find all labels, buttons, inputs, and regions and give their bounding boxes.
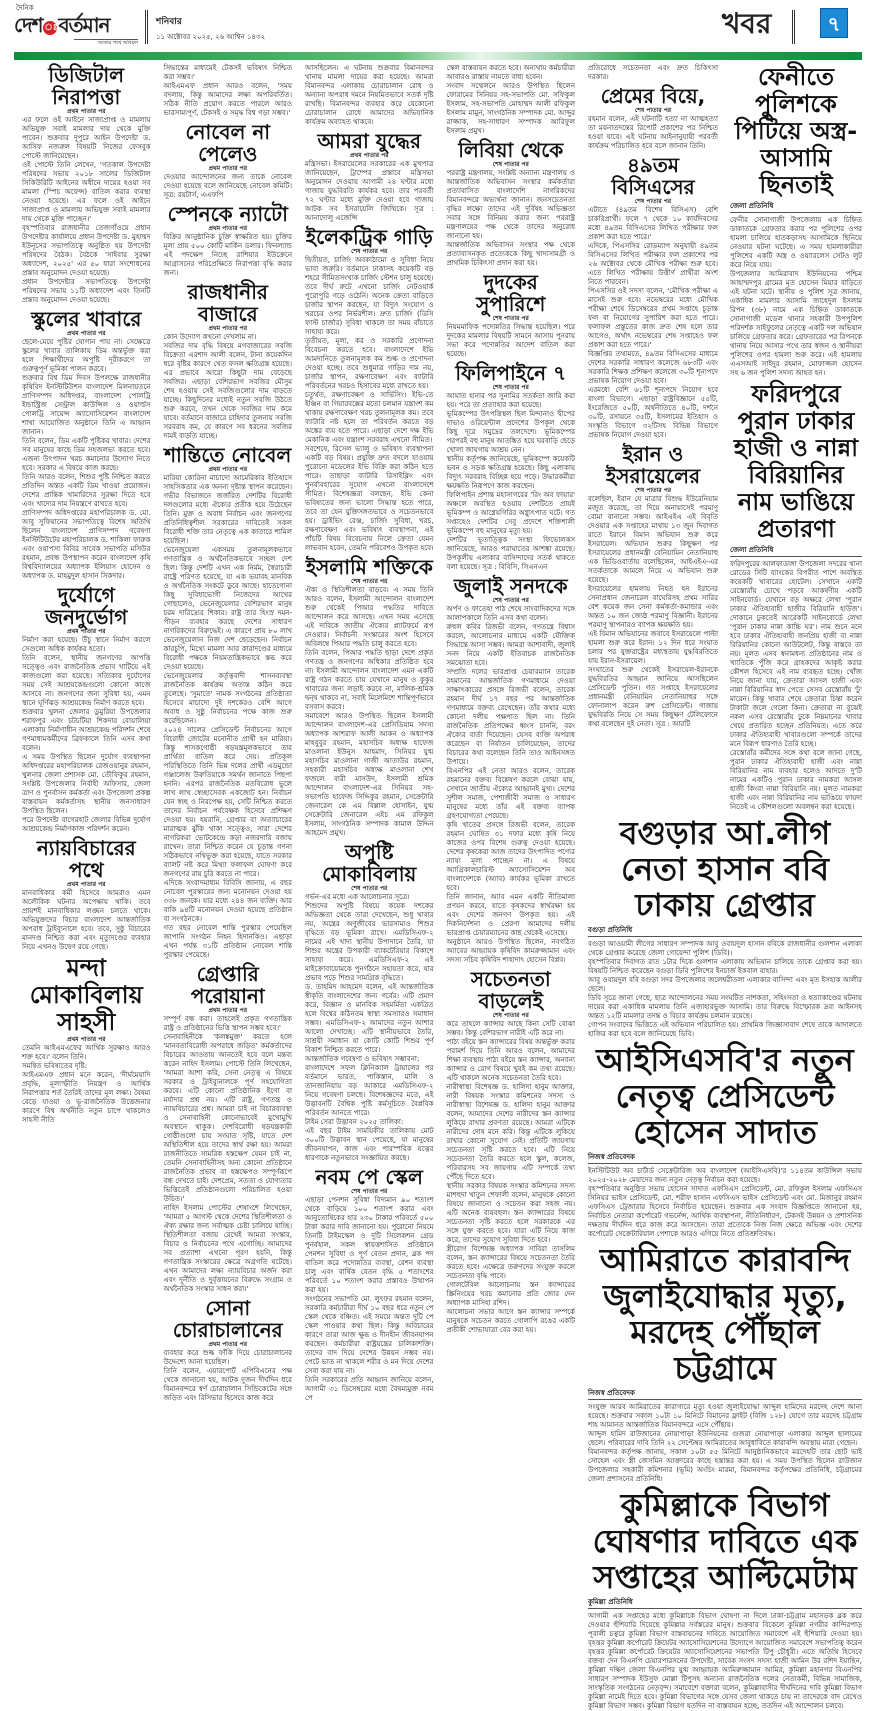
- story-paragraph: এ সময় উপস্থিত ছিলেন দুর্যোগ ব্যবস্থাপনা অধিদপ্তরের মহাপরিচালক রেজওয়ানুর রহমান, খুলনার জেলা প্রশাসক মো. তৌফিকুর রহমান, সংশ্লিষ্ট উপজেলার নির্বাহী অফিসার, জেলা ত্রাণ ও পুনর্বাসন কর্মকর্তা এবং উপজেলা প্রকল্প বাস্তবায়ন কর্মকর্তাসহ স্থানীয় জনসাধারণ উপস্থিত ছিলেন।: [22, 753, 151, 815]
- story-headline[interactable]: শান্তিতে নোবেল: [164, 443, 292, 467]
- story-paragraph: আইএমএফ প্রধান মনে করেন, 'দীর্ঘমেয়াদি প্রবৃদ্ধি, মূল্যস্ফীতি নিয়ন্ত্রণ ও আর্থিক নিরাপত্তার শর্ত তৈরিই তাদের মূল লক্ষ্য। বৈষম্য বেড়ে যাওয়া ও ভূ-রাজনৈতিক উত্তেজনার কারণে বিশ্ব অর্থনীতি নতুন চাপে থাকলেও সাহসী নীতি: [22, 1071, 151, 1124]
- story-headline[interactable]: সচেতনতা বাড়লেই: [470, 967, 551, 1013]
- story-headline[interactable]: বগুড়ার আ.লীগ নেতা হাসান ববি ঢাকায় গ্রেপ্তার: [619, 814, 831, 924]
- story-dudok: [447, 271, 576, 359]
- story-c3cont: [305, 64, 434, 127]
- story-paragraph: বৃহস্পতিবার অনুষ্ঠিত সভায় হোসেন সাদাত এফসিএস প্রেসিডেন্ট, মো. রফিকুল ইসলাম এফসিএস সিনিয়র ভাইস প্রেসিডেন্ট, মো. শরীফ হাসান এফসিএস ভাইস প্রেসিডেন্ট এবং মো. মিজানুর রহমান এফসিএস ট্রেজারার হিসেবে নির্বাচিত হয়েছেন। শুক্রবার এক সংবাদ বিজ্ঞপ্তিতে জানানো হয়, নির্বাচিত নেতারা কর্পোরেট গভর্নেন্স, আর্থিক ব্যবস্থাপনা, নীতিনির্ধারণ, টেকসই উন্নয়ন ও প্রশাসনিক দক্ষতায় দীর্ঘদিন ধরে কাজ করে আসছেন। তারা প্রত্যেকে নিজ নিজ ক্ষেত্রে অভিজ্ঞ এবং দেশের কর্পোরেট সেক্রেটারিয়াল পেশাকে আরও এগিয়ে নিতে প্রতিশ্রুতিবদ্ধ।: [588, 1185, 862, 1238]
- continued-from-label: প্রথম পাতার পর: [208, 225, 248, 232]
- story-headline[interactable]: লিবিয়া থেকে: [458, 138, 564, 162]
- continued-from-label: প্রথম পাতার পর: [208, 466, 248, 473]
- story-body: [164, 173, 293, 200]
- header-rule: [14, 52, 862, 60]
- column-2: [164, 64, 293, 1403]
- story-headline[interactable]: ফিলিপাইনে ৭: [455, 361, 567, 385]
- story-paragraph: অর্পণ ও ফাতেহা পাঠ শেষে সাংবাদিকদের সঙ্গে আলাপকালে তিনি এসব কথা বলেন।: [446, 605, 575, 622]
- story-body: [164, 64, 293, 118]
- story-paragraph: পাঠ্য বইয়ে স্তন ক্যান্সারের বিষয় অন্তর্ভুক্ত করার পরামর্শ দিয়ে তিনি আরও বলেন, আমাদের শিক্ষা ব্যবস্থায় পাঠ্য বইয়ে স্তন ক্যান্সার, অন্যান্য ক্যান্সার ও রোগ বিষয়ে খুবই কম তথ্য রয়েছে। এটি থাকলে অনেক সচেতনতা তৈরি হবে।: [446, 1038, 575, 1082]
- story-headline[interactable]: স্পেনকে ন্যাটো: [167, 202, 288, 226]
- story-body: [447, 392, 576, 572]
- column-6: [730, 64, 862, 812]
- story-peacenobel: [164, 444, 293, 960]
- story-headline[interactable]: স্কুলের খাবারে: [31, 307, 142, 331]
- story-paragraph: তেমনি আইএমএফের আর্থিক সুরক্ষাও আরও শক্ত হবে।' বলেন তিনি।: [22, 1044, 151, 1061]
- story-islam: [305, 556, 434, 838]
- story-byline: বগুড়া প্রতিনিধি: [588, 926, 862, 937]
- story-headline[interactable]: অপুষ্টি মোকাবিলায়: [322, 840, 417, 886]
- story-paragraph: বৃহস্পতিবার রাজধানীর তেজগাঁওয়ে প্রধান উপদেষ্টার কার্যালয়ে প্রধান উপদেষ্টা ড. মুহাম্মদ ইউনূসের সভাপতিত্বে অনুষ্ঠিত হয় উপদেষ্টা পরিষদের বৈঠক। বৈঠকে 'সাইবার সুরক্ষা অধ্যাদেশ, ২০২৫' এর ৫০ ধারা সংশোধনের প্রস্তাব অনুমোদন দেওয়া হয়েছে।: [22, 224, 151, 277]
- story-paragraph: সমন্বিত ভবিষ্যতের দৃষ্টি:: [22, 1062, 88, 1070]
- story-paragraph: ওই পোস্টে তিনি লেখেন, 'গতকাল উপদেষ্টা পরিষদের সভায় ২০১৮ সালের ডিজিটাল সিকিউরিটি আইনের অধীনে দায়ের হওয়া সব মামলা (স্পিচ অফেন্স) বাতিল করার ব্যবস্থা নেওয়া হয়েছে। এর ফলে ওই আইনে সাজাপ্রাপ্ত ও মামলায় অভিযুক্ত সবাই মামলার দায় থেকে মুক্তি পাচ্ছেন।': [22, 161, 151, 223]
- page-number: ৭: [820, 8, 848, 38]
- story-paragraph: রহমান বলেন, এই ঘটনাটি হত্যা না আত্মহত্যা তা ময়নাতদন্তের রিপোর্ট প্রকাশের পর নিশ্চিত হওয়া যাবে। এই ঘটনায় আইনানুযায়ী পরবর্তী কার্যক্রম পরিচালিত হবে বলে জানান তিনি।: [588, 115, 718, 150]
- story-feni: [730, 64, 862, 378]
- story-warrant: [164, 963, 293, 1294]
- story-headline[interactable]: আইসিএসবি'র নতুন নেতৃত্ব প্রেসিডেন্ট হোসেন সাদাত: [596, 1041, 854, 1151]
- continued-from-label: প্রথম পাতার পর: [66, 108, 106, 115]
- story-paragraph: ফিলিপাইন প্রশান্ত মহাসাগরের 'রিং অব ফায়ার' অঞ্চলে অবস্থিত হওয়ায় দেশটিতে প্রায়ই ভূমিকম্প ও আগ্নেয়গিরির অগ্ন্যুৎপাত ঘটে। গত সপ্তাহেও দেশটির সেবু প্রদেশে শক্তিশালী ভূমিকম্পে বহু মানুষের মৃত্যু হয়।: [446, 491, 575, 535]
- story-byline: কুমিল্লা প্রতিনিধি: [588, 1598, 862, 1609]
- story-ev: [305, 226, 434, 553]
- logo-name-left: দেশ: [14, 13, 43, 37]
- story-paragraph: ইনস্টিটিউট অব চার্টার্ড সেক্রেটারিজ অব বাংলাদেশ (আইসিএসবি)'র ১১৪তম কাউন্সিল সভায় ২০২৫-২০২৮ মেয়াদের জন্য নতুন নেতৃত্ব নির্বাচন করা হয়েছে।: [588, 1167, 862, 1184]
- story-paragraph: ব্যবহার করে শুল্ক ফাঁকি দিয়ে চোরাচালানের উদ্দেশ্যে আনা হয়েছিল।: [163, 1349, 292, 1366]
- story-headline[interactable]: গ্রেপ্তারি পরোয়ানা: [190, 962, 265, 1008]
- story-paragraph: আসছিলেন। এ ঘটনায় শুক্রবার বিমানবন্দর থানায় মামলা দায়ের করা হয়েছে। আমরা বিমানবন্দর এলাকায় চোরাচালান রোধ ও অন্যান্য অপরাধ দমনে নিয়মিতভাবে সতর্ক দৃষ্টি রাখছি। বিমানবন্দর ব্যবহার করে যেকোনো চোরাচালান রোধে আমাদের অভিযানিক কার্যক্রম অব্যাহত থাকবে।: [305, 64, 434, 126]
- right-top: [588, 64, 862, 812]
- story-paragraph: ফরিদপুরের আলফাডাঙ্গা উপজেলা সদরের থানা রোডের সিটি ব্যাংকের বিপরীত পাশে অবস্থিত কয়েকটি খাবারের হোটেল। সেখানে একটি রেস্তোরাঁয় চোখে পড়বে আকর্ষণীয় একটি সাইনবোর্ড। যেখানে বড় অক্ষরে লেখা 'পুরান ঢাকার ঐতিহ্যবাহী হাজীর বিরিয়ানি হাউজ'। দোকানে ঢুকতেই আরেকটি সাইনবোর্ডে লেখা 'পুরান ঢাকার নান্না কাচ্চি ঘর'। নাম শুনে মনে হবে ঢাকার ঐতিহ্যবাহী জনপ্রিয় হাজী বা নান্না বিরিয়ানির কোনো আউটলেট, কিন্তু বাস্তবে তা নয়। মূলত এসব স্বনামধন্য প্রতিষ্ঠানের নাম ও খ্যাতিকে পুঁজি করে গ্রাহকদের আকৃষ্ট করার কৌশল হিসেবে এই নাম ব্যবহৃত হচ্ছে। খোঁজ নিয়ে জানা যায়, ক্রেতারা আসল হাজী এবং নান্না বিরিয়ানির স্বাদ পেতে সেসব রেস্তোরাঁয় 'ঢুঁ' মারেন। কিন্তু খাবার শেষে ক্রেতারা চিন্তা করেন টাকাটা জলে গেলো কিনা। ক্রেতারা না বুঝেই নকল এসব রেস্তোরাঁয় ঢুকে নিম্নমানের খাবার খেয়ে প্রতারিত হচ্ছেন প্রতিনিয়ত। এতে করে ঢাকার ঐতিহ্যবাহী খাবারগুলো সম্পর্কে তাদের মনে বিরূপ ধারণাও তৈরি হচ্ছে।: [730, 560, 862, 748]
- story-body: [588, 1612, 862, 1711]
- continued-from-label: শেষ পাতার পর: [492, 161, 529, 168]
- story-headline[interactable]: ফরিদপুরে পুরান ঢাকার হাজী ও নান্না বিরিয়ানির নাম ভাঙিয়ে প্রতারণা: [733, 380, 859, 543]
- story-paragraph: সংবাদ সম্মেলনে আরও উপস্থিত ছিলেন ফোরামের সিনিয়র সহ-সভাপতি মো. সফিকুল ইসলাম, সহ-সভাপতি মোহাম্মদ আলী রফিকুল ইসলাম মামুন, সাংগঠনিক সম্পাদক মো. আব্দুর রাজ্জাক, সহ-সাধারণ সম্পাদক আরিফুল ইসলাম প্রমুখ।: [446, 82, 575, 135]
- continued-from-label: প্রথম পাতার পর: [208, 325, 248, 332]
- story-headline[interactable]: দুর্যোগে জনদুর্ভোগ: [45, 583, 128, 629]
- story-uae: [588, 1242, 862, 1484]
- story-body: [588, 495, 718, 729]
- continued-from-label: শেষ পাতার পর: [351, 885, 388, 892]
- story-headline[interactable]: নবম পে স্কেল: [315, 1165, 423, 1189]
- story-paragraph: চতুর্থত, রক্ষণাবেক্ষণ ও সার্ভিসিং। ইভি-তে ইঞ্জিন বা গিয়ারবক্সের মতো চলমান যন্ত্রাংশ কম থাকায় রক্ষণাবেক্ষণ খরচ তুলনামূলক কম। তবে ব্যাটারি নষ্ট হলে তা পরিবর্তন করতে বড় অঙ্কের ব্যয় হতে পারে। এছাড়া দেশে দক্ষ ইভি মেকানিক এবং যন্ত্রাংশ সরবরাহ এখনো সীমিত।: [305, 391, 434, 444]
- story-paragraph: শিশুদের অপুষ্টি বিষয়ে কয়েক দশকের অভিজ্ঞতা থেকে তারা দেখেছেন, শুধু খাবার নয়, অন্ত্রের অণুজীবের ভারসাম্যও শিশুর বৃদ্ধিতে বড় ভূমিকা রাখে। এমডিসিএফ-২ নামের এই খাদ্য স্থানীয় উপাদানে তৈরি, যা শিশুর অন্ত্রের উপকারী ব্যাকটেরিয়ার বিকাশে সাহায্য করে। এমডিসিএফ-২ এই মাইক্রোবায়োমকে পুনর্গঠনে সহায়তা করে, যার প্রভাব পড়ে শিশুর সামগ্রিক বৃদ্ধিতে।: [305, 902, 434, 982]
- story-paragraph: এদিকে সংবাদমাধ্যম বিবিসি জানায়, এ বছর নোবেল পুরস্কারের জন্য মনোনয়ন দেওয়া হয় ৩৩৮ জনকে। যার মধ্যে ২৪৪ জন ব্যক্তি। আর বাকি ৯৪টি মনোনয়ন দেওয়া হয়েছে প্রতিষ্ঠান বা সংগঠনকে।: [163, 879, 292, 923]
- story-paragraph: এর ফলে ওই আইনে সাজাপ্রাপ্ত ও মামলায় অভিযুক্ত সবাই মামলার দায় থেকে মুক্তি পাবেন। শুক্রবার দুপুরে আইন উপদেষ্টা ড. আসিফ নজরুল বিষয়টি নিজের ফেসবুক পোস্টে জানিয়েছেন।: [22, 116, 151, 160]
- story-paragraph: গত বছর নোবেল শান্তি পুরস্কার পেয়েছিল জাপানি সংগঠন নিহন হিদানকিও। এছাড়া এখন পর্যন্ত ৩১টি প্রতিষ্ঠান নোবেল শান্তি পুরস্কার পেয়েছে।: [163, 924, 292, 959]
- story-bcs: [588, 154, 718, 440]
- story-paragraph: তিনি সরকারের প্রতি আহ্বান জানিয়ে বলেন, আগামী ৩১ ডিসেম্বরের মধ্যে বৈষম্যমুক্ত নবম পে: [305, 1376, 434, 1402]
- story-headline[interactable]: মন্দা মোকাবিলায় সাহসী: [29, 954, 143, 1036]
- story-body: [164, 333, 293, 441]
- story-paragraph: গোপন সংবাদের ভিত্তিতে এই অভিযান পরিচালিত হয়। প্রাথমিক জিজ্ঞাসাবাদ শেষে তাকে আদালতে হাজির করা হবে বলে জানিয়েছে ডিবি।: [588, 1021, 862, 1038]
- story-byline: জেলা প্রতিনিধি: [730, 202, 862, 213]
- divider: [792, 10, 795, 44]
- column-1: [22, 64, 151, 1125]
- story-paragraph: সম্পূর্ণ বন্ধ করা। তাহলেই প্রকৃত গণতান্ত্রিক রাষ্ট্র ও প্রতিষ্ঠানের ভিত্তি স্থাপন সম্ভব হবে।': [163, 1015, 292, 1032]
- story-headline[interactable]: ইরান ও ইসরায়েলের: [605, 442, 701, 488]
- logo-mark-icon: ঃ: [44, 23, 57, 33]
- story-paragraph: আইএমএফ প্রধান আরও বলেন, 'সময় বদলায়, কিন্তু আমাদের লক্ষ্য অপরিবর্তিত। সঠিক নীতি প্রয়োগ করতে পারলে আরও ভারসাম্যপূর্ণ, টেকসই ও সমৃদ্ধ বিশ্ব গড়া সম্ভব।': [163, 82, 292, 117]
- continued-from-label: প্রথম পাতার পর: [66, 330, 106, 337]
- story-paragraph: দেওয়ার আন্দোলনের জন্য তাকে নোবেল দেওয়া হয়েছে বলে জানিয়েছে নোবেল কমিটি। সূত্র: রয়টার্স, এএফপি: [163, 173, 292, 199]
- story-paragraph: অনুষ্ঠানে আরও উপস্থিত ছিলেন, নবগঠিত অ্যাবের আহ্বায়ক কৃষিবিদ কামরুজ্জামান এবং সদস্য সচিব কৃষিবিদ শাহাদাৎ হোসেন বিপ্লব।: [446, 938, 575, 964]
- story-paragraph: প্রতিরোধে সচেতনতা এবং দ্রুত চিকিৎসা দরকার।: [588, 64, 718, 81]
- continued-from-label: প্রথম পাতার পর: [208, 1341, 248, 1348]
- story-body: [588, 940, 862, 1039]
- story-paragraph: বিমানবন্দর কর্তৃপক্ষ জানায়, সকাল ১০টা ৫৫ মিনিটে আনুষ্ঠানিকভাবে মরদেহটি তার ছোট ভাই সোহেল এবং স্ত্রী জেসমিন আক্তারের কাছে হস্তান্তর করা হয়। এ সময় উপস্থিত ছিলেন রাউজান উপজেলার সহকারী কমিশনার (ভূমি) অংচিং মারমা, বিমানবন্দর কর্তৃপক্ষের প্রতিনিধি, চট্টগ্রামের জেলা প্রশাসনের প্রতিনিধি।: [588, 1448, 862, 1483]
- story-body: [588, 64, 718, 82]
- right-section: [588, 64, 862, 1711]
- continued-from-label: প্রথম পাতার পর: [66, 1036, 106, 1043]
- story-payscale: [305, 1166, 434, 1403]
- story-recession: [22, 955, 151, 1125]
- story-body: [305, 64, 434, 127]
- story-paragraph: ২০২৪ সালের প্রেসিডেন্ট নির্বাচনের আগে বিরোধী জোটের মনোনীত প্রার্থী হন মারিয়া। কিন্তু শাসকগোষ্ঠী ষড়যন্ত্রমূলকভাবে তার প্রার্থিতা বাতিল করে দেয়। প্রতিকূল পরিস্থিতিতে তিনি ভিন্ন দলের প্রার্থী এডমুন্ডো গঞ্জালেজ উরুতিয়াকে সমর্থন জানাতে পিছপা হননি। এরপর রাজনৈতিক মতবিরোধ ভুলে লাখ লাখ স্বেচ্ছাসেবক একজোট হন। নির্বাচন যেন স্বচ্ছ ও নিরপেক্ষ হয়, সেটি নিশ্চিত করতে তাদের নির্বাচন পর্যবেক্ষক হিসেবে প্রশিক্ষণ দেওয়া হয়। হয়রানি, গ্রেপ্তার বা অত্যাচারের মারাত্মক ঝুঁকি থাকা সত্ত্বেও, সারা দেশের নাগরিকরা ভোটকেন্দ্রে কড়া নজরদারি বজায় রাখেন। তারা নিশ্চিত করেন যে চূড়ান্ত গণনা সঠিকভাবে নথিভুক্ত করা হয়েছে, যাতে সরকার ব্যালট নষ্ট করে মিথ্যা ফলাফল ঘোষণা করে জনগণের রায় চুরি করতে না পারে।: [163, 726, 292, 878]
- story-paragraph: এই বিমান অভিযানের জবাবে ইসরায়েলে পাল্টা হামলা শুরু করে ইরান। ১২ দিন ধরে সংঘাত চলার পর যুক্তরাষ্ট্রের মধ্যস্থতায় যুদ্ধবিরতিতে যায় ইরান-ইসরায়েল।: [588, 630, 718, 665]
- issue-date: ১১ অক্টোবর ২০২৫, ২৬ আশ্বিন ১৪৩২: [156, 33, 266, 41]
- story-body: [305, 256, 434, 553]
- continued-from-label: প্রথম পাতার পর: [66, 881, 106, 888]
- story-headline[interactable]: নোবেল না পেলেও: [185, 120, 271, 166]
- story-body: [730, 560, 862, 812]
- story-headline[interactable]: দুদকের সুপারিশে: [476, 270, 546, 316]
- story-paragraph: ছেলে-মেয়ে পুষ্টির যোগান পায় না। সেক্ষেত্রে স্কুলের খাবার তালিকায় ডিম অন্তর্ভুক্ত করা হলে শিক্ষার্থীদের অপুষ্টি দূরীকরণে তা গুরুত্বপূর্ণ ভূমিকা পালন করবে।: [22, 338, 151, 373]
- story-paragraph: এরমধ্যে বেশি ৬১টি শূন্যপদে নিয়োগ হবে বাংলা বিভাগে। এছাড়া রাষ্ট্রবিজ্ঞানে ৫৫টি, ইংরেজিতে ৫০টি, অর্থনীতিতে ৪০টি, দর্শনে ৩০টি, রসায়নে ৩৫টি, ইসলামের ইতিহাস ও সংস্কৃতি বিভাগে ৩২টিসহ বিভিন্ন বিভাগে প্রভাষক নিয়োগ দেওয়া হবে।: [588, 386, 718, 439]
- story-spain: [164, 203, 293, 278]
- continued-from-label: শেষ পাতার পর: [492, 597, 529, 604]
- story-body: [305, 893, 434, 1163]
- story-gold: [164, 1297, 293, 1403]
- column-3: [305, 64, 434, 1403]
- story-paragraph: ড. তাহমিদ আহমেদ বলেন, এই আন্তর্জাতিক স্বীকৃতি বাংলাদেশের জন্য গর্বের। এটি প্রমাণ করে, বিজ্ঞান ও মানবিক সহমর্মিতা একত্রিত হলে বিশ্বের কঠিনতম স্বাস্থ্য সমস্যারও সমাধান সম্ভব। এমডিসিএফ-২ আমাদের নতুন আশার আলো দেখাচ্ছে। এটি স্থানীয়ভাবে তৈরি, সাশ্রয়ী সমাধান যা কোটি কোটি শিশুর পূর্ণ বিকাশ নিশ্চিত করতে পারে।: [305, 983, 434, 1054]
- story-paragraph: বাংলাদেশে সফল ক্লিনিক্যাল ট্রায়ালের পর বর্তমানে ভারত, পাকিস্তান, মালি ও তানজানিয়ায় বড় আকারে এমডিসিএফ-২ নিয়ে গবেষণা চলছে। বিশেষজ্ঞদের মতে, এই উদ্ভাবনটি বৈশ্বিক পুষ্টি কর্মসূচিতে বৈপ্লবিক পরিবর্তন আনতে পারে।: [305, 1064, 434, 1117]
- story-paragraph: বিএনপির এই নেতা আরও বলেন, তারেক রহমানের বক্তব্য বিশ্লেষণ করলে বোঝা যায়, সেখানে জাতীয় ঐক্যের আহ্বানই মুখ্য। দেশের সুশীল সমাজ, পেশাজীবী সমাজ ও সাধারণ মানুষের মধ্যে তাঁর এই বক্তব্য ব্যাপক গ্রহণযোগ্যতা পেয়েছে।: [446, 767, 575, 820]
- story-headline[interactable]: প্রেমের বিয়ে,: [600, 84, 706, 108]
- wide-stories: [588, 815, 862, 1711]
- story-paragraph: সবজির দাম বৃদ্ধি বিষয়ে মগবাজারের সবজি বিক্রেতা এরশাদ আলী বলেন, টানা কয়েকদিন ধরে বৃষ্টির কারণে খেত ফসল ক্ষতিগ্রস্ত হয়েছে। এর প্রভাবে আরো কিছুটা দাম বেড়েছে সবজির। এছাড়া বেশিরভাগ সবজির মৌসুম শেষ হওয়ায় সেই সবজিগুলোর দাম বাড়তে যাচ্ছে। কিছুদিনের মধ্যেই নতুন সবজি উঠতে শুরু করবে, তখন থেকে সবজির দাম কমে যাবে। বর্তমানে বাজারে চাহিদার তুলনায় সবজি সরবরাহ কম, যে কারণে সব ধরনের সবজির দামই বাড়তি যাচ্ছে।: [163, 342, 292, 440]
- story-paragraph: সিদ্ধান্তের মাধ্যমেই টেকসই ভবিষ্যৎ নিশ্চিত করা সম্ভব।': [163, 64, 292, 81]
- story-body: [447, 1020, 576, 1335]
- continued-from-label: প্রথম পাতার পর: [349, 152, 389, 159]
- story-paragraph: দ্বিতীয়ত, চার্জিং অবকাঠামো ও সুবিধা নিয়ে ভাবা জরুরি। বর্তমানে ঢাকাসহ কয়েকটি বড় শহরে সীমিতসংখ্যক চার্জিং স্টেশন চালু হয়েছে। তবে দীর্ঘ রুটে এখনো চার্জিং নেটওয়ার্ক পুরোপুরি গড়ে ওঠেনি। অনেক ক্রেতা বাড়িতে চার্জার স্থাপন করছেন, যা বিদ্যুৎ সংযোগ ও খরচের ওপর নির্ভরশীল। দ্রুত চার্জিং (ডিসি ফাস্ট চার্জার) সুবিধা থাকলে তা সময় বাঁচাতে সাহায্য করে।: [305, 256, 434, 336]
- story-paragraph: রুহুল কবির রিজভী বলেন, গণতন্ত্রে বিশ্বাস করলে, আলোচনার মাধ্যমে একটি যৌক্তিক সিদ্ধান্তে আসা সম্ভব। আমরা আশাবাদী, জুলাই সনদ নিয়ে একটি ইতিবাচক রাজনৈতিক সমঝোতা হবে।: [446, 623, 575, 667]
- story-byline: জেলা প্রতিনিধি: [730, 546, 862, 557]
- story-paragraph: তিনি বলেন, এয়ারপোর্ট এপিবিএনের পক্ষ থেকে জানানো হয়, আটক দুজন দীর্ঘদিন ধরে বিমানবন্দরে স্বর্ণ চোরাচালান সিন্ডিকেটের সঙ্গে জড়িত এবং রিসিভার হিসেবে কাজ করে: [163, 1367, 292, 1402]
- story-headline[interactable]: ন্যায়বিচারের পথে: [36, 836, 136, 882]
- continued-from-label: শেষ পাতার পর: [492, 315, 529, 322]
- story-body: [305, 586, 434, 838]
- logo-name-right: বর্তমান: [58, 13, 110, 37]
- story-headline[interactable]: ৪৯তম বিসিএসের: [611, 153, 695, 199]
- story-paragraph: সংযুক্ত আরব আমিরাতের কারাগারে মৃত্যু হওয়া জুলাইযোদ্ধা আব্দুল হামিদের মরদেহ দেশে আনা হয়েছে। শুক্রবার সকাল ১০টা ১০ মিনিটে বিমানের ফ্লাইট (বিজি ১২৮) যোগে তার মরদেহ চট্টগ্রাম শাহ আমানত আন্তর্জাতিক বিমানবন্দরে এসে পৌঁছায়।: [588, 1403, 862, 1429]
- logo-tagline: সত্যের পথে অবিচল: [74, 39, 138, 47]
- story-paragraph: নারীস্বাস্থ্য বিশেষজ্ঞ ড. হালিদা হানুম আক্তার, নারী বিষয়ক সংস্কার কমিশনের সদস্য ও নারীস্বাস্থ্য বিশেষজ্ঞ ড. হালিদা হানুম আক্তার বলেন, আমাদের দেশের নারীদের স্তন ক্যান্সার লুকিয়ে রাখার প্রবণতা রয়েছে। আমরা এটিকে নারীদের দোষ মনে করি। কিন্তু এটিকে লুকিয়ে রাখার কোনো সুযোগ নেই। প্রতিটি জায়গায় সচেতনতা সৃষ্টি করতে হবে। এটি নিয়ে সচেতনতা তৈরি করতে হলে স্কুল, কলেজ, পরিবারসহ সব জায়গায় এটি সম্পর্কে তথ্য পৌঁছে দিতে হবে।: [446, 1083, 575, 1181]
- story-paragraph: বিজ্ঞপ্তির তথ্যমতে, ৪৯তম বিসিএসের মাধ্যমে দেশের সরকারি সাধারণ কলেজে ৬৮৩টি এবং সরকারি শিক্ষক প্রশিক্ষণ কলেজে ৩০টি শূন্যপদে প্রভাষক নিয়োগ দেওয়া হবে।: [588, 350, 718, 385]
- story-paragraph: মানবাধিকার কর্মী হিসেবে আমরাও এমন অলৌকিক ঘটনার অপেক্ষায় থাকি। তবে প্রায়শই মানবাধিকার লঙ্ঘন চলতে থাকে। অভিযুক্তদের বিচার বাংলাদেশ আন্তর্জাতিক অপরাধ ট্রাইব্যুনালে হবে। তবে, সুষ্ঠু বিচারের মানদণ্ড নিশ্চিত করা এবং মৃত্যুদণ্ডের ব্যবহার নিয়ে এখনও উদ্বেগ রয়ে গেছে।: [22, 889, 151, 951]
- story-body: [447, 64, 576, 136]
- story-malnutrition: [305, 841, 434, 1163]
- story-c4cont: [447, 64, 576, 136]
- continued-from-label: শেষ পাতার পর: [351, 578, 388, 585]
- story-paragraph: পিএসসির ওই সদস্য বলেন, 'মৌখিক পরীক্ষা এ মাসেই শুরু হবে। নভেম্বরের মধ্যে মৌখিক পরীক্ষা শেষে ডিসেম্বরের প্রথম সপ্তাহে চূড়ান্ত ফল বা নিয়োগের সুপারিশ করা হতে পারে। ফলাফল প্রস্তুতের কাজ দ্রুত শেষ হলে তার আগেও, অর্থাৎ নভেম্বরের শেষ সপ্তাহেও ফল প্রকাশ করা হতে পারে।': [588, 287, 718, 349]
- story-paragraph: কোন উদ্যোগ কখনো দেখলাম না।: [163, 333, 257, 341]
- continued-from-label: শেষ পাতার পর: [634, 107, 672, 114]
- story-bogura: [588, 815, 862, 1039]
- story-body: [22, 1044, 151, 1125]
- story-paragraph: নির্মাণ করা হয়েছে। উঁচু স্থানে নির্মাণ করলে সেগুলো অধিক কার্যকর হতো।: [22, 636, 151, 653]
- continued-from-label: শেষ পাতার পর: [492, 384, 529, 391]
- story-paragraph: দেশটির ভূতাত্ত্বিক সংস্থা ফিভোলকস জানিয়েছে, আরও পরাঘাতের আশঙ্কা রয়েছে। উপকূলীয় এলাকার বাসিন্দাদের সতর্ক থাকতে বলা হয়েছে। সূত্র : বিবিসি, সিএনএন: [446, 536, 575, 571]
- story-paragraph: স্কেল বাস্তবায়ন করতে হবে। অন্যথায় কর্মচারীরা আবারও রাস্তায় নামতে বাধ্য হবেন।: [446, 64, 575, 81]
- story-paragraph: রেস্তোরাঁর কর্মীদের সঙ্গে কথা বলে জানা গেছে, পুরান ঢাকার ঐতিহ্যবাহী হাজী এবং নান্না বিরিয়ানির নাম ব্যবহার হলেও আদতে দু'টি নামের একটিও পুরান ঢাকার নামকরা আসল হাজী কিংবা নান্না বিরিয়ানি নয়। মূলত নামকরা হাজী এবং নান্না বিরিয়ানির নাম ভাঙিয়ে ফায়দা নিতেই এ কৌশলগুলো অবলম্বন করা হয়েছে।: [730, 749, 862, 811]
- story-paragraph: পররাষ্ট্র মন্ত্রণালয়, সংশ্লিষ্ট অন্যান্য মন্ত্রণালয় ও আন্তর্জাতিক অভিবাসন সংস্থার কর্মকর্তারা প্রত্যাবাসিত বাংলাদেশি নাগরিকদের বিমানবন্দরে অভ্যর্থনা জানান। জনসচেতনতা বৃদ্ধির লক্ষ্যে তাদের এই দুর্বিষহ অভিজ্ঞতা সবার সঙ্গে বিনিময় করার জন্য পররাষ্ট্র মন্ত্রণালয়ের পক্ষ থেকে তাদের অনুরোধ জানানো হয়।: [446, 169, 575, 240]
- story-headline[interactable]: ইসলামি শক্তিকে: [305, 555, 433, 579]
- story-paragraph: সমাবেশে আরও উপস্থিত ছিলেন ইসলামী আন্দোলন বাংলাদেশ-এর প্রেসিডিয়াম সদস্য অধ্যাপক আশরাফ আলী আকন ও অধ্যাপক মাহবুবুর রহমান, মহাসচিব অধ্যক্ষ হাফেজ মাওলানা ইউনুস আহমাদ, সিনিয়র যুগ্ম মহাসচিব মাওলানা গাজী আতাউর রহমান, সহকারী মহাসচিব অধ্যক্ষ মাওলানা শেখ ফজলে বারী মাসউদ, ইসলামী শ্রমিক আন্দোলন বাংলাদেশ-এর সিনিয়র সহ-সভাপতি হাফেজ সিদ্দিকুর রহমান, সেক্রেটারি জেনারেল কে এম বিল্লাল হোসাইন, যুগ্ম সেক্রেটারি জেনারেল এইচ এম রফিকুল ইসলাম, সাংগঠনিক সম্পাদক কামাল উদ্দিন আহমেদ প্রমুখ।: [305, 712, 434, 837]
- continued-from-label: শেষ পাতার পর: [634, 198, 672, 205]
- story-paragraph: তিনি জানান, অ্যাব এমন একটি নীতিমালা প্রণয়ন করবে, যাতে কৃষকদের স্বার্থরক্ষা হয় এবং দেশের জনগণ উপকৃত হয়। এই দিকনির্দেশনা ও প্রেরণা আমাদের দলীয় ভারপ্রাপ্ত চেয়ারম্যানের কাছ থেকেই এসেছে।: [446, 893, 575, 937]
- story-paragraph: আন্তর্জাতিক অভিবাসন সংস্থার পক্ষ থেকে প্রত্যাবাসনকৃত প্রত্যেককে কিছু খাদ্যসামগ্রী ও প্রাথমিক চিকিৎসা প্রদান করা হয়।: [446, 241, 575, 267]
- story-paragraph: আন্তর্জাতিক গবেষণা ও ভবিষ্যৎ সম্ভাবনা:: [305, 1055, 420, 1063]
- story-body: [22, 116, 151, 305]
- story-paragraph: ঐক্য ও স্থিতিশীলতা বাড়বে। এ সময় তিনি আরও বলেন, ইসলামী আন্দোলন বাংলাদেশ শুরু থেকেই পিআর পদ্ধতির দাবিতে আন্দোলন করে আসছে। এখন সময় এসেছে এই দাবিকে জাতীয় ঐক্যের প্ল্যাটফর্মে রূপ দেওয়ার। নির্বাচনী সংস্কারের অংশ হিসেবে অবিলম্বে পিআর পদ্ধতি চালু করতে হবে।: [305, 586, 434, 648]
- story-paragraph: আবু ওবায়দুল ববি বগুড়া সদর উপজেলার জলেশ্বরীতলা এলাকার বাসিন্দা এবং মৃত ইসহাক আলীর ছেলে।: [588, 976, 862, 993]
- continued-from-label: শেষ পাতার পর: [351, 248, 388, 255]
- story-disaster: [22, 584, 151, 834]
- story-c5cont: [588, 64, 718, 82]
- story-headline[interactable]: আমরা যুদ্ধের: [317, 129, 421, 153]
- continued-from-label: প্রথম পাতার পর: [208, 165, 248, 172]
- story-paragraph: বগুড়া আওয়ামী লীগের সাধারণ সম্পাদক আবু ওবায়দুল হাসান ববিকে রাজধানীর গুলশান এলাকা থেকে গ্রেপ্তার করেছে জেলা গোয়েন্দা পুলিশ (ডিবি)।: [588, 940, 862, 957]
- story-paragraph: সবশেষে, রিসেল ভ্যালু ও ভবিষ্যৎ ব্যবস্থাপনা একটি বড় বিষয়। প্রযুক্তি দ্রুত বদলে যাওয়ায় পুরোনো মডেলের ইভি বিক্রি করা কঠিন হতে পারে। তাছাড়া ব্যাটারি রিসাইক্লিং এবং পুনর্ব্যবহারের সুযোগ এখনো বাংলাদেশে সীমিত। বিশেষজ্ঞরা বলছেন, ইভি কেনা ভবিষ্যতের জন্য ভালো সিদ্ধান্ত হতে পারে, তবে তা যেন যুক্তিসঙ্গতভাবে ও সচেতনভাবে হয়। ড্রাইভিং রেঞ্জ, চার্জিং সুবিধা, খরচ, রক্ষণাবেক্ষণ এবং ভবিষ্যৎ ব্যবস্থাপনা, এই পাঁচটি বিষয় বিবেচনায় নিলে ক্রেতা যেমন লাভবান হবেন, তেমনি পরিবেশও উপকৃত হবে।: [305, 445, 434, 552]
- story-byline: নিজস্ব প্রতিবেদক: [588, 1153, 862, 1164]
- story-body: [447, 169, 576, 268]
- section-title: খবর: [722, 7, 772, 40]
- story-paragraph: ভেনেজুয়েলা একসময় তুলনামূলকভাবে গণতান্ত্রিক ও অর্থনৈতিকভাবে সচ্ছল দেশ ছিল। কিন্তু দেশটি এখন এক নির্মম, স্বৈরাচারী রাষ্ট্রে পরিণত হয়েছে, যা এক ভয়াবহ মানবিক ও অর্থনৈতিক সংকটে ডুবে আছে। হাতেগোনা কিছু সুবিধাভোগী নিজেদের আখের গোছালেও, ভেনেজুয়েলার বেশিরভাগ মানুষ চরম দারিদ্র্যের শিকার। রাষ্ট্র তার হিংস্র দমন-পীড়ন ব্যবহার করছে দেশের সাধারণ নাগরিকদের বিরুদ্ধেই। এ কারণে প্রায় ৮০ লাখ ভেনেজুয়েলান নিজ দেশ ছেড়েছেন। নির্বাচন কারচুপি, মিথ্যে মামলা আর কারাদণ্ডের মাধ্যমে বিরোধী পক্ষকে নিয়মতান্ত্রিকভাবে স্তব্ধ করে দেওয়া হয়েছে।: [163, 546, 292, 671]
- story-paragraph: নাহিদ ইসলাম পোস্টের শেষাংশে লিখেছেন, 'আমরা ৫ আগস্ট থেকে দেশের স্থিতিশীলতা ও ঐক্য রক্ষার জন্য সর্বাত্মক চেষ্টা চালিয়ে যাচ্ছি। স্থিতিশীলতা বজায় রেখেই আমরা সংস্কার, বিচার ও নির্বাচনের পথে এগোচ্ছি। আমাদের সব প্রত্যাশা এখনো পূরণ হয়নি, কিন্তু গণতান্ত্রিক সংস্কারের ক্ষেত্রে অগ্রগতি ঘটেছে। এখন আমাদের লক্ষ্য ন্যায়বিচার অর্জন করা এবং দুর্নীতি ও দুর্বৃত্তায়নের বিরুদ্ধে সংগ্রাম ও অর্থনৈতিক সংস্কার সাধন করা।': [163, 1204, 292, 1293]
- story-paragraph: এছাড়া পেনশন সুবিধা বিদ্যমান ৯০ শতাংশ থেকে বাড়িয়ে ১০০ শতাংশ করার এবং আনুতোষিকের হার ২৩০ টাকার পরিবর্তে ৫০০ টাকা করার দাবি জানানো হয়। পুরোনো নিয়মে তিনটি টাইমস্কেল ও দুটি সিলেকশন গ্রেড পুনর্বহাল, সকল স্বায়ত্তশাসিত প্রতিষ্ঠানে পেনশন সুবিধা ও পূর্ণ বেতন প্রদান, ব্লক পদ বাতিল করে পদোন্নতির ব্যবস্থা, রেশন ব্যবস্থা চালু এবং বার্ষিক বেতন বৃদ্ধি ৫ শতাংশের পরিবর্তে ১০ শতাংশ করার প্রস্তাবও উত্থাপন করা হয়।: [305, 1196, 434, 1294]
- story-headline[interactable]: রাজধানীর বাজারে: [187, 280, 268, 326]
- story-paragraph: শুক্রবার খুলনা জেলার ডুমুরিয়া উপজেলার শরাফপুর এবং চটচটিয়া শিকদার বোয়ালিয়া এলাকায় নির্মাণাধীন আশ্রয়কেন্দ্র পরিদর্শন শেষে গণমাধ্যমকর্মীদের ব্রিফকালে তিনি এসব কথা বলেন।: [22, 708, 151, 752]
- newspaper-logo[interactable]: [14, 4, 138, 50]
- story-paragraph: সেনাবাহিনীকে 'কলঙ্কমুক্ত' করতে হলে 'মানবতাবিরোধী অপরাধে জড়িত' কর্মকর্তাদের বিচারের আওতায় আনতেই হবে বলে মন্তব্য করেন নাহিদ ইসলাম। পোস্টে তিনি লিখেছেন, 'আমরা আশা করি, সেনা নেতৃত্ব এ বিষয়ে সরকার ও ট্রাইব্যুনালকে পূর্ণ সহযোগিতা করবে। এটি কোনো প্রতিষ্ঠানিক ইগো বা মর্যাদার প্রশ্ন নয়। এটি রাষ্ট্র, গণতন্ত্র ও ন্যায়বিচারের প্রশ্ন। আমরা চাই না বিচারব্যবস্থা ও সেনাবাহিনী কোনোভাবেই মুখোমুখি অবস্থানে থাকুক। দেশবিরোধী ষড়যন্ত্রকারী গোষ্ঠীগুলো চায় সংঘাত সৃষ্টি, যাতে দেশ অস্থিতিশীল হয়ে তাদের স্বার্থ রক্ষা হয়। আমরা রাজনীতিতে সামরিক হস্তক্ষেপ যেমন চাই না, তেমনি সেনাবাহিনীসহ অন্য কোনো প্রতিষ্ঠানে রাজনৈতিক প্রভাব বা হস্তক্ষেপও সম্পূর্ণরূপে বন্ধ দেখতে চাই। দেশপ্রেম, সততা ও যোগ্যতার ভিত্তিতেই প্রতিষ্ঠানগুলো পরিচালিত হওয়া উচিত।': [163, 1033, 292, 1203]
- story-paragraph: তিনি বলেন, ডিম একটি পুষ্টিকর খাবার। দেশের সব মানুষের কাছে ডিম সহজলভ্য করতে হবে। এজন্য উৎপাদন খরচ কমানোর উদ্যোগ নিতে হবে। সরকার এ বিষয়ে কাজ করছে।: [22, 437, 151, 472]
- story-libya: [447, 139, 576, 268]
- story-headline[interactable]: সোনা চোরাচালানের: [172, 1296, 283, 1342]
- story-icsb: [588, 1042, 862, 1239]
- story-body: [588, 1167, 862, 1239]
- story-paragraph: গর্ভন-এর মধ্যে এক আলোচনার সূত্রে।: [305, 893, 410, 901]
- story-cumilla: [588, 1487, 862, 1711]
- story-paragraph: ইসরায়েলের হামলায় নিহত হন ইরানের সেনাপ্রধান জেনারেল বাঘেরিসহ প্রথম সারির বেশ কয়েক জন সেনা কর্মকর্তা-কমান্ডার এবং অন্তত ১০ জন জ্যেষ্ঠ পরমাণু বিজ্ঞানী। ইরানের পরমাণু স্থাপনারও ব্যাপক ক্ষয়ক্ষতি হয়।: [588, 585, 718, 629]
- story-paragraph: আগামী এক সপ্তাহের মধ্যে কুমিল্লাকে বিভাগ ঘোষণা না দিলে ঢাকা-চট্টগ্রাম মহাসড়ক ব্লক করে দেওয়ার হুঁশিয়ারি দিয়েছে কুমিল্লার সর্বস্তরের মানুষ। শুক্রবার বিকেলে কুমিল্লা নগরীর কান্দিরপাড় পূবালী চত্বরে কুমিল্লা বিভাগ বাস্তবায়নের দাবিতে আয়োজিত সমাবেশে এই হুঁশিয়ারি দেওয়া হয়। বৃহত্তর কুমিল্লা কর্পোরেট ক্রিয়েটর অ্যাসোসিয়েশনের উদ্যোগে আয়োজিত সমাবেশে সভাপতিত্ব করেন বৃহত্তর কুমিল্লা কর্পোরেট ক্রিয়েটর অ্যাসোসিয়েশনের সভাপতি টিপু চৌধুরী। এতে অতিথি হিসেবে বক্তব্য দেন বিএনপি চেয়ারপারসনের উপদেষ্টা, সাবেক সংসদ সদস্য হাজী আমিন উর রশিদ ইয়াছিন, কুমিল্লা দক্ষিণ জেলা বিএনপির যুগ্ম আহ্বায়ক আমিরুজ্জামান আমির, কুমিল্লা মহানগর বিএনপির সাধারণ সম্পাদক ইউসুফ মোল্লা টিপুসহ অন্যান্য রাজনৈতিক দলের নেতাকর্মী, বিভিন্ন সামাজিক, সাংস্কৃতিক সংগঠনের নেতৃবৃন্দ। সমাবেশে বক্তারা বলেন, কুমিল্লাবাসীর দীর্ঘদিনের দাবি কুমিল্লা বিভাগ কুমিল্লা নামেই দিতে হবে। কুমিল্লা বিভাগের সঙ্গে যেসব জেলা থাকতে চায় না তাদেরকে বাদ রেখেও কুমিল্লা বিভাগ সম্ভব। কুমিল্লা বিভাগ যতদিন না বাস্তবায়ন হচ্ছে, ততদিন এই আন্দোলন চলবে।: [588, 1612, 862, 1710]
- story-body: [22, 636, 151, 834]
- story-paragraph: তিনি বলেন, স্থানীয় জনগণের আপত্তি সত্ত্বেও এবং রাজনৈতিক প্রভাব খাটিয়ে এই কাজগুলো করা হয়েছে। সত্যিকার দুর্যোগের সময় সেই আশ্রয়কেন্দ্রগুলো কোনো কাজে আসবে না। জনগণের জন্য সুবিধা হয়, এমন স্থানে ঘূর্ণিঝড় আশ্রয়কেন্দ্র নির্মাণ করতে হবে।: [22, 654, 151, 707]
- story-paragraph: কৃষি খাতের প্রসঙ্গে রিজভী বলেন, তারেক রহমান ঘোষিত ৩১ দফার মধ্যে কৃষি নিয়ে কাজের ওপর বিশেষ গুরুত্ব দেওয়া হয়েছে। দেশের কৃষকেরা আজ তাদের উৎপাদিত পণ্যের ন্যায্য মূল্য পাচ্ছেন না। এ বিষয়ে অ্যাগ্রিকালচারিস্ট অ্যাসোসিয়েশন অব বাংলাদেশকে (অ্যাব) কার্যকর ভূমিকা রাখতে হবে।: [446, 821, 575, 892]
- masthead: [0, 0, 870, 62]
- story-paragraph: আলোচনা সভার আগে স্তন ক্যান্সার সম্পর্কে মানুষকে সচেতন করতে গোলাপি রঙের একটি প্রতীকী শোভাযাত্রা বের করা হয়।: [446, 1308, 575, 1334]
- story-body: [22, 338, 151, 581]
- logo-daily: দৈনিক: [16, 4, 34, 12]
- story-love: [588, 85, 718, 151]
- story-paragraph: সংঘাতের শুরু থেকেই ইসরায়েল-ইরানকে যুদ্ধবিরতির আহ্বান জানিয়ে আসছিলেন প্রেসিডেন্ট পুতিন। গত সপ্তাহে ইসরায়েলের প্রধানমন্ত্রী বেনিয়ামিন নেতানিয়াহুর সঙ্গে ফোনালাপ করেন রুশ প্রেসিডেন্ট। গাজায় যুদ্ধবিরতি নিয়ে সে সময় কিছুক্ষণ টেলিফোনে কথা বলেছেন দুই নেতা। সূত্র : আরটি: [588, 666, 718, 728]
- story-headline[interactable]: আমিরাতে কারাবন্দি জুলাইযোদ্ধার মৃত্যু, মরদেহ পৌঁছাল চট্টগ্রামে: [599, 1241, 851, 1387]
- story-paragraph: তিনি আরও বলেন, শিশুর পুষ্টি নিশ্চিত করতে প্রতিদিন অন্তত একটি ডিম খাওয়া প্রয়োজন। দেশের প্রান্তিক খামারিদের সুরক্ষা দিতে হবে এবং খাদ্যের দাম নিয়ন্ত্রণে রাখতে হবে।: [22, 473, 151, 508]
- story-paragraph: গোলটেবিল আলোচনায় স্তন ক্যান্সারের স্ক্রিনিংয়ের খরচ কমানোর প্রতি জোর দেন অধ্যাপক মাসিহা রশিদ।: [446, 1281, 575, 1307]
- story-body: [588, 1403, 862, 1484]
- story-faridpur: [730, 381, 862, 812]
- story-paragraph: আঘাত হানার পর সুনামির সতর্কতা জারি করা হয়। পরে তা প্রত্যাহার করা হয়েছে।: [446, 392, 575, 409]
- story-body: [305, 1196, 434, 1403]
- story-headline[interactable]: ডিজিটাল নিরাপত্তা: [48, 63, 125, 109]
- story-c2cont: [164, 64, 293, 118]
- story-body: [22, 889, 151, 952]
- story-paragraph: তিনি বলেন, পিআর পদ্ধতি ছাড়া দেশে প্রকৃত গণতন্ত্র ও জনগণের অধিকার প্রতিষ্ঠিত হবে না। ইসলামী আন্দোলন বাংলাদেশ এমন একটি রাষ্ট্র গঠন করতে চায় যেখানে মানুষ ও কুকুর খাবারের জন্য লড়াই করবে না, মালিক-শ্রমিক দ্বন্দ্ব থাকবে না, সবাই মিলেমিশে শান্তিপূর্ণভাবে বসবাস করবে।: [305, 649, 434, 711]
- story-body: [447, 323, 576, 359]
- issue-day: শনিবার: [156, 17, 182, 27]
- continued-from-label: প্রথম পাতার পর: [66, 628, 106, 635]
- story-headline[interactable]: ফেনীতে পুলিশকে পিটিয়ে অস্ত্র-আসামি ছিনতাই: [734, 63, 858, 199]
- story-paragraph: প্রধান উপদেষ্টার সভাপতিত্বে উপদেষ্টা পরিষদের সভায় ১১টি অধ্যাদেশ এবং তিনটি প্রস্তাব অনুমোদন দেওয়া হয়েছে।: [22, 278, 151, 304]
- story-paragraph: করে তাহলে ক্যান্সার আছে কিনা সেটি বোঝা সম্ভব। কিন্তু বেশিরভাগ নারীই এটি করে না।: [446, 1020, 575, 1037]
- continued-from-label: শেষ পাতার পর: [351, 1188, 388, 1195]
- story-body: [164, 233, 293, 278]
- story-school: [22, 308, 151, 581]
- story-body: [305, 160, 434, 223]
- story-awareness: [447, 968, 576, 1335]
- story-paragraph: বৃহস্পতিবার দিবাগত রাত ১টার দিকে গুলশান এলাকায় অভিযান চালিয়ে তাকে গ্রেপ্তার করা হয়। বিষয়টি নিশ্চিত করেছেন বগুড়া ডিবি পুলিশের ইনচার্জ ইকবাল বাহার।: [588, 958, 862, 975]
- story-capital: [164, 281, 293, 441]
- news-page: [22, 64, 862, 1711]
- story-paragraph: টাইম সেরা উদ্ভাবন ২০২৫ তালিকা:: [305, 1118, 404, 1126]
- story-paragraph: বিক্রির আনুষ্ঠানিক চুক্তি স্বাক্ষরিত হয়। চুক্তির মূল্য প্রায় ৫০০ কোটি মার্কিন ডলার। ফিনল্যান্ড এই পদক্ষেপ নিচ্ছে রাশিয়ার ইউক্রেনে আগ্রাসনের পরিপ্রেক্ষিতে নিরাপত্তা বৃদ্ধি করার জন্য।: [163, 233, 292, 277]
- story-paragraph: স্থানীয় সরকার বিষয়ক সংস্কার কমিশনের সদস্য মাশহুদা খাতুন শেফালী বলেন, মানুষকে কোনো বিষয়ে জানানো ও সচেতন করা সহজ নয়। এটি অনেক ব্যয়বহুল। স্তন ক্যান্সারের বিষয়ে সচেতনতা সৃষ্টি করতে হলে সরকারকে এর সঙ্গে যুক্ত করতে হবে। যারা এটি নিয়ে কাজ করে, তাদের সুযোগ সুবিধা দিতে হবে।: [446, 1182, 575, 1244]
- story-paragraph: সম্প্রতি দলের ভারপ্রাপ্ত চেয়ারম্যান তারেক রহমানের আন্তর্জাতিক গণমাধ্যমে দেওয়া সাক্ষাৎকারের প্রসঙ্গে রিজভী বলেন, তারেক রহমান দীর্ঘ ১৭ বছর পর আন্তর্জাতিক গণমাধ্যমে বক্তব্য রেখেছেন। তাঁর কথার মধ্যে কোনো দলীয় পক্ষপাত ছিল না। তিনি রাজনৈতিক প্রতিপক্ষের ধ্বংস চাননি, বরং ঐক্যের বার্তা দিয়েছেন। যেসব ব্যক্তি অপরাধ করেছেন বা নির্যাতন চালিয়েছেন, তাদের বিচারের কথা বলেছেন তিনি তাও আইনসঙ্গত উপায়ে।: [446, 668, 575, 766]
- story-body: [164, 474, 293, 960]
- story-war: [305, 130, 434, 223]
- story-paragraph: এটাতে (৪৯তম বিশেষ বিসিএস) বেশি চাকরিপ্রার্থী। ফলে ৭ থেকে ১০ কার্যদিবসের মধ্যে ৪৯তম বিসিএসের লিখিত পরীক্ষার ফল প্রকাশ করা হতে পারে।': [588, 206, 718, 241]
- story-justice: [22, 837, 151, 952]
- story-headline[interactable]: জুলাই সনদকে: [453, 574, 568, 598]
- story-body: [588, 206, 718, 440]
- column-4: [447, 64, 576, 1335]
- divider: [145, 10, 148, 44]
- story-body: [164, 1349, 293, 1403]
- story-body: [447, 605, 576, 965]
- story-paragraph: ডিবি সূত্রে জানা গেছে, ছাত্র আন্দোলনের সময় সংঘটিত নাশকতা, সহিংসতা ও হত্যাকাণ্ডের ঘটনায় দায়ের করা একাধিক মামলায় তিনি এজাহারভুক্ত আসামি। তার বিরুদ্ধে বিস্ফোরক দ্রব্য আইনসহ অন্তত ১২টি মামলার তদন্ত ও বিচার কার্যক্রম চলমান রয়েছে।: [588, 994, 862, 1020]
- story-paragraph: মন্ত্রিসভা। ইসরায়েলের সরকারের এক মুখপাত্র জানিয়েছেন, ট্রাম্পের প্রস্তাবে মন্ত্রিসভা অনুমোদন দেওয়ায় আগামী ২৪ ঘণ্টার মধ্যে গাজায় যুদ্ধবিরতি কার্যকর হবে। তার পরবর্তী ৭২ ঘণ্টার মধ্যে মুক্তি দেওয়া হবে গাজায় আটক সব ইসরায়েলি জিম্মিকে। সূত্র : আনাদোলু এজেন্সি: [305, 160, 434, 222]
- story-nobelmiss: [164, 121, 293, 200]
- story-paragraph: বলেছিল, ইরান যে মাত্রার বিশুদ্ধ ইউরেনিয়াম মজুত করেছে, তা দিয়ে অনায়াসেই পরমাণু বোমা বানানো সম্ভব। আইএইএ এই বিবৃতি দেওয়ার এক সপ্তাহের মাথায় ১৩ জুন দিবাগত রাতে ইরানে বিমান অভিযান শুরু করে ইসরায়েল। অভিযান শুরুর কিছুক্ষণ পর ইসরায়েলের প্রধানমন্ত্রী বেনিয়ামিন নেতানিয়াহু এক ভিডিওবার্তায় বলেছিলেন, আইএইএ-এর সতর্কতাকে আমলে নিয়ে এ অভিযান শুরু হয়েছে।: [588, 495, 718, 584]
- story-paragraph: তৃতীয়ত, মূল্য, কর ও সরকারি প্রণোদনা বিবেচনা করতে হবে। বাংলাদেশে ইভি আমদানিতে তুলনামূলক কম শুল্ক ও প্রণোদনা দেওয়া হচ্ছে। তবে শুধুমাত্র গাড়ির দাম নয়, চার্জার স্থাপন, রক্ষণাবেক্ষণ এবং ব্যাটারি পরিবর্তনের খরচও হিসাবের মধ্যে রাখতে হয়।: [305, 337, 434, 390]
- story-iran: [588, 443, 718, 729]
- continued-from-label: প্রথম পাতার পর: [208, 1007, 248, 1014]
- story-headline[interactable]: কুমিল্লাকে বিভাগ ঘোষণার দাবিতে এক সপ্তাহের আল্টিমেটাম: [592, 1486, 858, 1596]
- story-paragraph: পরে উপদেষ্টা বাগেরহাট জেলার বিভিন্ন দুর্যোগ আশ্রয়কেন্দ্র নির্মাণকাজ পরিদর্শন করেন।: [22, 816, 151, 833]
- story-paragraph: শুক্রবার বিশ্ব ডিম দিবস উপলক্ষে রাজধানীর কৃষিবিদ ইনস্টিটিউশন বাংলাদেশ মিলনায়তনে প্রাণিসম্পদ অধিদপ্তর, বাংলাদেশ পোলট্রি ইন্ডাস্ট্রিজ সেন্ট্রাল কাউন্সিল ও ওয়ার্ল্ডস পোলট্রি সায়েন্স অ্যাসোসিয়েশন বাংলাদেশ শাখা আয়োজিত অনুষ্ঠানে তিনি এ আহ্বান জানান।: [22, 374, 151, 436]
- story-body: [730, 216, 862, 378]
- story-paragraph: উপজেলার আমিরাবাদ ইউনিয়নের পশ্চিম আহাম্মদপুর গ্রামের মৃত হোসেন মিয়ার বাড়িতে এই ঘটনা ঘটে। স্থানীয় ও পুলিশ সূত্র জানায়, একাধিক মামলার আসামি জাহেদুল ইসলাম রিপন (৩৮) নামে এক চিহ্নিত ডাকাতকে সোনাগাজী মডেল থানার সহকারী উপপুলিশ পরিদর্শক সাইফুলের নেতৃত্বে একটি দল অভিযান চালিয়ে গ্রেফতার করে। গ্রেফতারের পর রিপনকে থানায় নিয়ে আসার পথে তার স্বজন ও স্থানীয়রা পুলিশের ওপর হামলা শুরু করে। এই হামলায় এএসআই সাইদুর রহমান, মোফাজ্জল হোসেন সহ ৬ জন পুলিশ সদস্য আহত হন।: [730, 270, 862, 377]
- story-paragraph: নিয়মমাফিক পদোন্নতির সিদ্ধান্ত হয়েছিল। পরে দুদকের মামলার বিষয়টি সামনে আসায় পুনরায় সভা করে পদোন্নতির আদেশ বাতিল করা হয়েছে।: [446, 323, 575, 358]
- story-paragraph: মারিয়া কোরিনা মাচাদো আমেরিকার ইতিহাসে সাহসিকতার এক অনন্য দৃষ্টান্ত স্থাপন করেছেন। গভীর বিভাজনে জর্জরিত দেশটির বিরোধী দলগুলোর মধ্যে ঐক্যের প্রতীক হয়ে উঠেছেন তিনি। মুক্ত ও অবাধ নির্বাচন এবং জনগণের প্রতিনিধিত্বশীল সরকারের দাবিতেই সকল বিরোধী শক্তি তার নেতৃত্বে এক কাতারে শামিল হয়েছিল।: [163, 474, 292, 545]
- story-paragraph: ভূমিকম্পের উৎপত্তিস্থল ছিল মিন্দানাও দ্বীপের দাভাও ওরিয়েন্টাল প্রদেশের উপকূল থেকে কিছু দূরে সমুদ্রের তলদেশে। ভূমিকম্পের পরপরই বহু মানুষ আতঙ্কিত হয়ে ঘরবাড়ি ছেড়ে খোলা জায়গায় আশ্রয় নেন।: [446, 410, 575, 454]
- story-paragraph: এই বছর টাইম সাময়িকীর তালিকায় মোট ৩০০টি উদ্ভাবন স্থান পেয়েছে, যা মানুষের জীবনযাপন, কাজ এবং পারস্পরিক যত্নের ধারণাকে নতুনভাবে সংজ্ঞায়িত করছে।: [305, 1127, 434, 1162]
- story-paragraph: আব্দুল হামিদ রাউজানের নোয়াপাড়া ইউনিয়নের গুজরা নোয়াপাড়া এলাকার আব্দুল ছালামের ছেলে। পরিবারের দাবি তিনি ২২ সেপ্টেম্বর আমিরাতের আবুধাবিতে কারাবন্দি অবস্থায় মারা গেছেন।: [588, 1430, 862, 1447]
- story-headline[interactable]: ইলেকট্রিক গাড়ি: [305, 225, 433, 249]
- story-july: [447, 575, 576, 965]
- story-body: [164, 1015, 293, 1294]
- story-philippines: [447, 362, 576, 572]
- story-paragraph: এদিকে, পিএসসির রোডম্যাপ অনুযায়ী ৪৯তম বিসিএসের লিখিত পরীক্ষার ফল প্রকাশের পর ২৬ অক্টোবর থেকে মৌখিক পরীক্ষা শুরু হবে। এতে লিখিত পরীক্ষায় উত্তীর্ণ প্রার্থীরা অংশ নিতে পারবেন।: [588, 242, 718, 286]
- continued-from-label: শেষ পাতার পর: [492, 1012, 529, 1019]
- column-5: [588, 64, 718, 729]
- story-paragraph: স্ত্রীরোগ বিশেষজ্ঞ অধ্যাপক সাবিরা তাসলিম বলেন, স্তন ক্যান্সারের বিষয়ে সচেতনতা তৈরি করতে হবে। এক্ষেত্রে তরুণদের সংযুক্ত করলে সচেতনতা বৃদ্ধি পাবে।: [446, 1245, 575, 1280]
- story-byline: নিজস্ব প্রতিবেদক: [588, 1389, 862, 1400]
- story-paragraph: ভেনেজুয়েলার কর্তৃত্ববাদী শাসনব্যবস্থা রাজনৈতিক কার্যক্রম অত্যন্ত কঠিন করে তুলেছে। 'সুমাতে' নামক সংগঠনের প্রতিষ্ঠাতা হিসেবে মাচাদো দুই দশকেরও বেশি আগে অবাধ ও সুষ্ঠু নির্বাচনের পক্ষে কাজ শুরু করেছিলেন।: [163, 672, 292, 725]
- logo-name: [14, 13, 109, 37]
- story-paragraph: ফেনীর সোনাগাজী উপজেলায় এক চিহ্নিত ডাকাতকে গ্রেফতার করার পর পুলিশের ওপর হামলা চালিয়ে হাতকড়াসহ আসামিকে ছিনিয়ে নেওয়ার ঘটনা ঘটেছে। এ সময় হামলাকারীরা পুলিশের একটি অস্ত্র ও ওয়্যারলেস সেটও লুট করে নিয়ে যায়।: [730, 216, 862, 269]
- story-paragraph: সংগঠনের সভাপতি মো. লুৎফর রহমান বলেন, সরকারি কর্মচারীরা দীর্ঘ ১০ বছর ধরে নতুন পে স্কেল থেকে বঞ্চিত। এই সময়ে অন্তত দুটি পে স্কেল পাওয়ার কথা ছিল। কিন্তু অবিচারের কারণে তারা আজ ক্ষুব্ধ ও দীনহীন জীবনযাপন করছেন। কর্মচারীরা রাষ্ট্রযন্ত্রের চালিকাশক্তি। তাদের বাদ দিয়ে দেশের উন্নয়ন সম্ভব নয়। পেটে ভাত না থাকলে শরীর ও মন দিয়ে দেশের সেবা করা যায় না।: [305, 1295, 434, 1375]
- story-body: [588, 115, 718, 151]
- story-digital: [22, 64, 151, 305]
- story-paragraph: প্রাণিসম্পদ অধিদপ্তরের মহাপরিচালক ড. মো. আবু সুফিয়ানের সভাপতিত্বে বিশেষ অতিথি ছিলেন বাংলাদেশ প্রাণিসম্পদ গবেষণা ইনস্টিটিউটের মহাপরিচালক ড. শাকিলা ফারুক এবং ওয়াপসা বিবির সাবেক সভাপতি মসিউর রহমান, প্রবন্ধ উপস্থাপন করেন বাংলাদেশ কৃষি বিশ্ববিদ্যালয়ের অধ্যাপক ইলিয়াস হোসেন ও অধ্যাপক ড. মাহমুদুল হাসান সিকদার।: [22, 509, 151, 580]
- continued-from-label: শেষ পাতার পর: [634, 487, 672, 494]
- story-paragraph: স্থানীয় কর্তৃপক্ষ জানিয়েছে, ভূমিকম্পে কয়েকটি ভবন ও সড়ক ক্ষতিগ্রস্ত হয়েছে। কিছু এলাকায় বিদ্যুৎ সরবরাহ বিচ্ছিন্ন হয়ে পড়ে। উদ্ধারকর্মীরা ক্ষয়ক্ষতি নিরূপণে কাজ করছেন।: [446, 455, 575, 490]
